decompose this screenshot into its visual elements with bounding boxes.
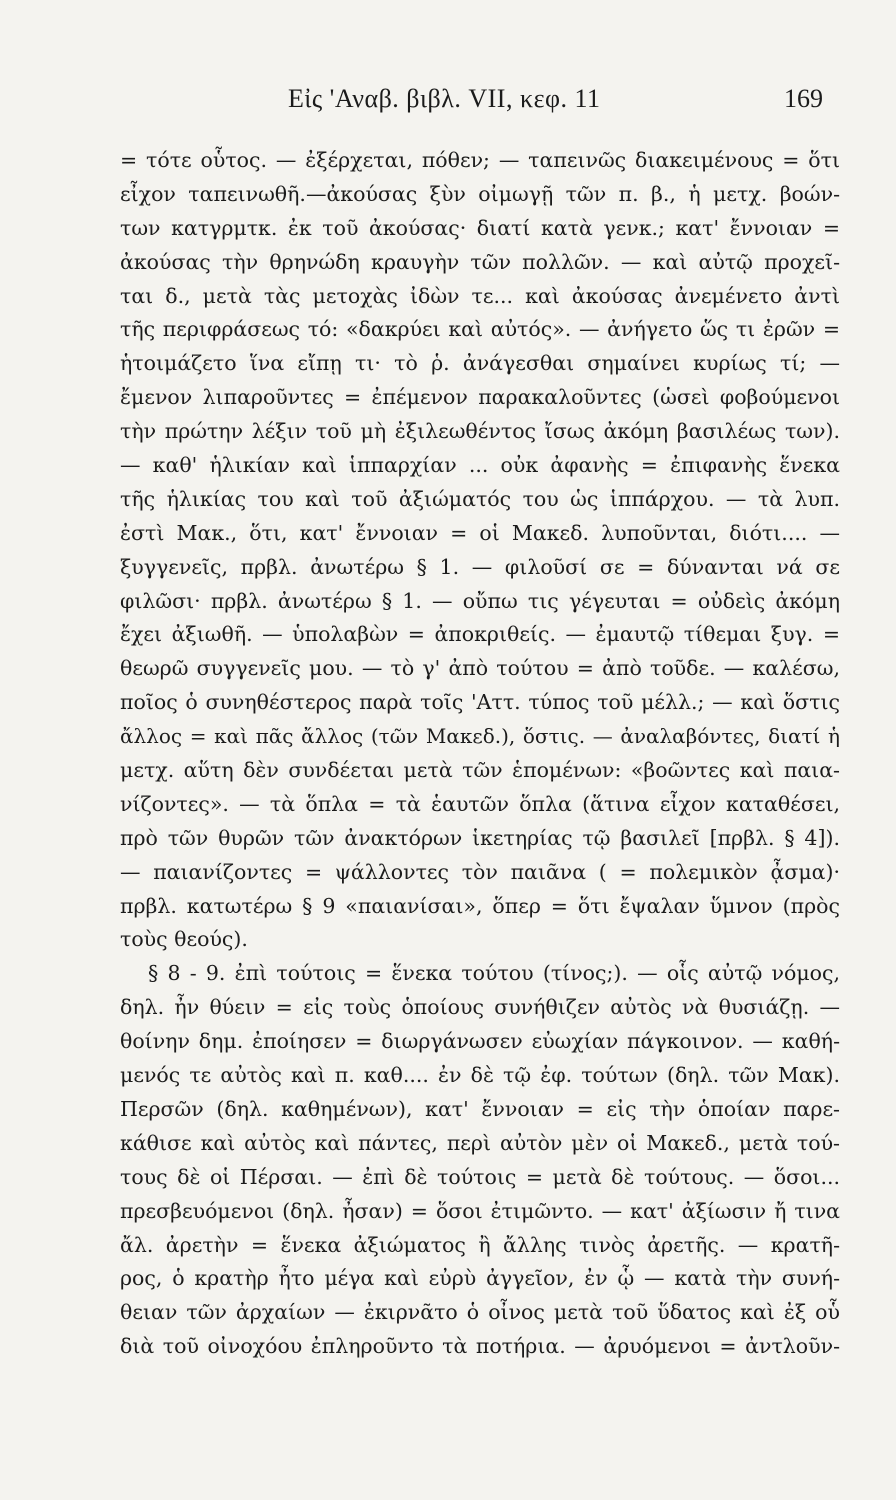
text-line: μενός τε αὐτὸς καὶ π. καθ.... ἐν δὲ τῷ ἐφ. τούτων (δηλ. τῶν Μακ). <box>120 1063 840 1088</box>
text-line: ἔχει ἀξιωθῆ. — ὑπολαβὼν = ἀποκριθείς. — ἐμαυτῷ τίθεμαι ξυγ. = <box>120 622 840 647</box>
text-line: τους δὲ οἱ Πέρσαι. — ἐπὶ δὲ τούτοις = μετὰ δὲ τούτους. — ὅσοι... <box>120 1164 840 1189</box>
text-line: = τότε οὗτος. — ἐξέρχεται, πόθεν; — ταπεινῶς διακειμένους = ὅτι <box>120 148 840 172</box>
text-line: ἄλ. ἀρετὴν = ἕνεκα ἀξιώματος ἢ ἄλλης τινὸς ἀρετῆς. — κρατῆ- <box>120 1232 840 1257</box>
text-line: εἶχον ταπεινωθῆ.—ἀκούσας ξὺν οἰμωγῇ τῶν π. β., ἡ μετχ. βοών- <box>120 181 840 206</box>
text-line: Περσῶν (δηλ. καθημένων), κατ' ἔννοιαν = εἰς τὴν ὁποίαν παρε- <box>120 1096 840 1121</box>
text-line: — καθ' ἡλικίαν καὶ ἱππαρχίαν ... οὐκ ἀφανὴς = ἐπιφανὴς ἕνεκα <box>120 453 840 478</box>
text-line: ἀκούσας τὴν θρηνώδη κραυγὴν τῶν πολλῶν. — καὶ αὐτῷ προχεῖ- <box>120 249 840 274</box>
text-line: πρβλ. κατωτέρω § 9 «παιανίσαι», ὅπερ = ὅτι ἔψαλαν ὕμνον (πρὸς <box>120 893 840 918</box>
text-line: θοίνην δημ. ἐποίησεν = διωργάνωσεν εὐωχίαν πάγκοινον. — καθή- <box>120 1029 840 1054</box>
commentary-text <box>120 144 840 1364</box>
text-line: νίζοντες». — τὰ ὅπλα = τὰ ἑαυτῶν ὅπλα (ἅτινα εἶχον καταθέσει, <box>120 791 840 816</box>
text-line: τῆς ἡλικίας του καὶ τοῦ ἀξιώματός του ὡς ἱππάρχου. — τὰ λυπ. <box>120 486 840 511</box>
text-line: διὰ τοῦ οἰνοχόου ἐπληροῦντο τὰ ποτήρια. — ἀρυόμενοι = ἀντλοῦν- <box>120 1334 840 1359</box>
page-number: 169 <box>784 84 823 113</box>
paragraph-end-line: τοὺς θεούς). <box>120 927 248 952</box>
text-line: ποῖος ὁ συνηθέστερος παρὰ τοῖς 'Αττ. τύπος τοῦ μέλλ.; — καὶ ὅστις <box>120 690 840 715</box>
text-line: ξυγγενεῖς, πρβλ. ἀνωτέρω § 1. — φιλοῦσί σε = δύνανται νά σε <box>120 554 840 579</box>
text-line: δηλ. ἦν θύειν = εἰς τοὺς ὁποίους συνήθιζεν αὐτὸς νὰ θυσιάζῃ. — <box>120 995 840 1020</box>
section-start-line: § 8 - 9. ἐπὶ τούτοις = ἕνεκα τούτου (τίνος;). — οἷς αὐτῷ νόμος, <box>148 961 840 986</box>
text-line: θεωρῶ συγγενεῖς μου. — τὸ γ' ἀπὸ τούτου = ἀπὸ τοῦδε. — καλέσω, <box>120 656 840 681</box>
text-line: πρὸ τῶν θυρῶν τῶν ἀνακτόρων ἱκετηρίας τῷ βασιλεῖ [πρβλ. § 4]). <box>120 825 840 850</box>
text-line: ται δ., μετὰ τὰς μετοχὰς ἰδὼν τε... καὶ ἀκούσας ἀνεμένετο ἀντὶ <box>120 283 840 308</box>
running-title: Εἰς 'Αναβ. βιβλ. VII, κεφ. 11 <box>288 84 601 113</box>
page-header <box>0 84 896 124</box>
text-line: τὴν πρώτην λέξιν τοῦ μὴ ἐξιλεωθέντος ἴσως ἀκόμη βασιλέως των). <box>120 419 840 444</box>
text-line: τῆς περιφράσεως τό: «δακρύει καὶ αὐτός». — ἀνήγετο ὥς τι ἐρῶν = <box>120 317 840 342</box>
text-line: ρος, ὁ κρατὴρ ἦτο μέγα καὶ εὐρὺ ἀγγεῖον, ἐν ᾧ — κατὰ τὴν συνή- <box>120 1266 840 1291</box>
text-line: των κατγρμτκ. ἐκ τοῦ ἀκούσας· διατί κατὰ γενκ.; κατ' ἔννοιαν = <box>120 215 840 240</box>
text-line: πρεσβευόμενοι (δηλ. ἦσαν) = ὅσοι ἐτιμῶντο. — κατ' ἀξίωσιν ἤ τινα <box>120 1198 840 1223</box>
text-line: ἐστὶ Μακ., ὅτι, κατ' ἔννοιαν = οἱ Μακεδ. λυποῦνται, διότι.... — <box>120 520 840 545</box>
text-line: θειαν τῶν ἀρχαίων — ἐκιρνᾶτο ὁ οἶνος μετὰ τοῦ ὕδατος καὶ ἐξ οὗ <box>120 1300 840 1325</box>
text-line: — παιανίζοντες = ψάλλοντες τὸν παιᾶνα ( = πολεμικὸν ᾆσμα)· <box>120 859 840 884</box>
text-line: ἄλλος = καὶ πᾶς ἄλλος (τῶν Μακεδ.), ὅστις. — ἀναλαβόντες, διατί ἡ <box>120 724 840 749</box>
text-line: μετχ. αὕτη δὲν συνδέεται μετὰ τῶν ἑπομένων: «βοῶντες καὶ παια- <box>120 758 840 783</box>
text-line: ἡτοιμάζετο ἵνα εἴπῃ τι· τὸ ῥ. ἀνάγεσθαι σημαίνει κυρίως τί; — <box>120 351 840 376</box>
text-line: φιλῶσι· πρβλ. ἀνωτέρω § 1. — οὔπω τις γέγευται = οὐδεὶς ἀκόμη <box>120 588 840 613</box>
text-line: ἔμενον λιπαροῦντες = ἐπέμενον παρακαλοῦντες (ὡσεὶ φοβούμενοι <box>120 385 840 410</box>
text-line: κάθισε καὶ αὐτὸς καὶ πάντες, περὶ αὐτὸν μὲν οἱ Μακεδ., μετὰ τού- <box>120 1130 840 1155</box>
